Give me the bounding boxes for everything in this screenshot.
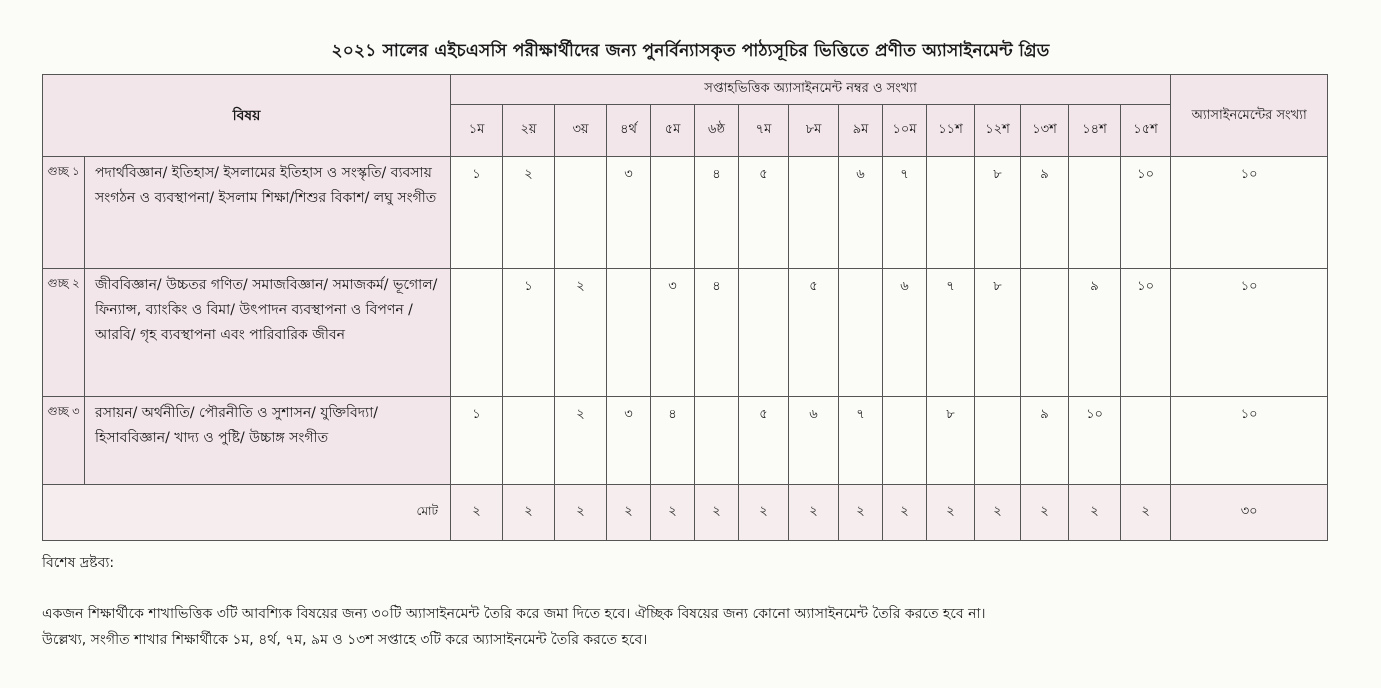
total-week-cell: ২ bbox=[739, 485, 789, 541]
week-header: ১৫শ bbox=[1121, 105, 1171, 157]
total-week-cell: ২ bbox=[695, 485, 739, 541]
week-assignment-cell: ৪ bbox=[695, 157, 739, 269]
week-assignment-cell: ৮ bbox=[975, 269, 1021, 397]
week-assignment-cell: ১ bbox=[451, 397, 503, 485]
week-assignment-cell: ১ bbox=[503, 269, 555, 397]
total-week-cell: ২ bbox=[651, 485, 695, 541]
week-assignment-cell bbox=[451, 269, 503, 397]
group-assignment-count: ১০ bbox=[1171, 269, 1328, 397]
week-header: ১০ম bbox=[883, 105, 927, 157]
week-assignment-cell bbox=[1021, 269, 1069, 397]
total-week-cell: ২ bbox=[1021, 485, 1069, 541]
week-assignment-cell: ৬ bbox=[789, 397, 839, 485]
week-assignment-cell: ৯ bbox=[1069, 269, 1121, 397]
week-assignment-cell: ৭ bbox=[839, 397, 883, 485]
total-week-cell: ২ bbox=[789, 485, 839, 541]
group-row bbox=[43, 397, 1328, 485]
week-assignment-cell: ১০ bbox=[1121, 157, 1171, 269]
group-label: গুচ্ছ ১ bbox=[43, 157, 85, 269]
page-title: ২০২১ সালের এইচএসসি পরীক্ষার্থীদের জন্য পুনর্বিন্যাসকৃত পাঠ্যসূচির ভিত্তিতে প্রণীত অ্যাসাইনমেন্ট গ্রিড bbox=[331, 41, 1050, 61]
week-group-header: সপ্তাহভিত্তিক অ্যাসাইনমেন্ট নম্বর ও সংখ্যা bbox=[451, 75, 1171, 105]
notes-line-2: উল্লেখ্য, সংগীত শাখার শিক্ষার্থীকে ১ম, ৪র্থ, ৭ম, ৯ম ও ১৩শ সপ্তাহে ৩টি করে অ্যাসাইনমেন্ট তৈরি করতে হবে। bbox=[42, 632, 648, 648]
total-week-cell: ২ bbox=[839, 485, 883, 541]
week-header: ৮ম bbox=[789, 105, 839, 157]
week-assignment-cell bbox=[607, 269, 651, 397]
week-header: ৭ম bbox=[739, 105, 789, 157]
total-week-cell: ২ bbox=[607, 485, 651, 541]
total-week-cell: ২ bbox=[1069, 485, 1121, 541]
total-row bbox=[43, 485, 1328, 541]
week-assignment-cell bbox=[739, 269, 789, 397]
week-assignment-cell: ৩ bbox=[607, 157, 651, 269]
total-week-cell: ২ bbox=[927, 485, 975, 541]
week-assignment-cell: ২ bbox=[555, 397, 607, 485]
week-assignment-cell: ৩ bbox=[607, 397, 651, 485]
group-label: গুচ্ছ ২ bbox=[43, 269, 85, 397]
week-assignment-cell: ৪ bbox=[695, 269, 739, 397]
group-row bbox=[43, 157, 1328, 269]
week-header: ১১শ bbox=[927, 105, 975, 157]
week-assignment-cell bbox=[503, 397, 555, 485]
week-assignment-cell: ৫ bbox=[739, 397, 789, 485]
week-header: ৩য় bbox=[555, 105, 607, 157]
week-assignment-cell bbox=[789, 157, 839, 269]
week-assignment-cell: ২ bbox=[503, 157, 555, 269]
total-label: মোট bbox=[43, 485, 451, 541]
week-assignment-cell: ৮ bbox=[975, 157, 1021, 269]
assignment-grid-table bbox=[42, 74, 1328, 541]
total-week-cell: ২ bbox=[555, 485, 607, 541]
week-assignment-cell: ৯ bbox=[1021, 157, 1069, 269]
notes-line-1: একজন শিক্ষার্থীকে শাখাভিত্তিক ৩টি আবশ্যিক বিষয়ের জন্য ৩০টি অ্যাসাইনমেন্ট তৈরি করে জমা দিতে হবে। ঐচ্ছিক বিষয়ের জন্য কোনো অ্যাসাইনমেন্ট তৈরি করতে হবে না। bbox=[42, 606, 986, 622]
week-assignment-cell: ২ bbox=[555, 269, 607, 397]
week-assignment-cell bbox=[1069, 157, 1121, 269]
week-header: ১ম bbox=[451, 105, 503, 157]
group-assignment-count: ১০ bbox=[1171, 397, 1328, 485]
total-week-cell: ২ bbox=[451, 485, 503, 541]
week-header: ৯ম bbox=[839, 105, 883, 157]
assignment-count-header: অ্যাসাইনমেন্টের সংখ্যা bbox=[1171, 75, 1328, 157]
group-subjects: পদার্থবিজ্ঞান/ ইতিহাস/ ইসলামের ইতিহাস ও সংস্কৃতি/ ব্যবসায় সংগঠন ও ব্যবস্থাপনা/ ইসলাম শিক্ষা/শিশুর বিকাশ/ লঘু সংগীত bbox=[85, 157, 451, 269]
week-assignment-cell: ১০ bbox=[1069, 397, 1121, 485]
group-assignment-count: ১০ bbox=[1171, 157, 1328, 269]
week-assignment-cell: ৫ bbox=[789, 269, 839, 397]
total-week-cell: ২ bbox=[503, 485, 555, 541]
notes-heading: বিশেষ দ্রষ্টব্য: bbox=[42, 555, 115, 571]
week-assignment-cell: ৯ bbox=[1021, 397, 1069, 485]
group-subjects: রসায়ন/ অর্থনীতি/ পৌরনীতি ও সুশাসন/ যুক্তিবিদ্যা/ হিসাববিজ্ঞান/ খাদ্য ও পুষ্টি/ উচ্চাঙ্গ সংগীত bbox=[85, 397, 451, 485]
week-assignment-cell bbox=[839, 269, 883, 397]
group-row bbox=[43, 269, 1328, 397]
week-header: ১২শ bbox=[975, 105, 1021, 157]
week-assignment-cell: ১ bbox=[451, 157, 503, 269]
week-header: ২য় bbox=[503, 105, 555, 157]
week-assignment-cell: ৩ bbox=[651, 269, 695, 397]
total-week-cell: ২ bbox=[1121, 485, 1171, 541]
week-assignment-cell: ৪ bbox=[651, 397, 695, 485]
total-assignment-count: ৩০ bbox=[1171, 485, 1328, 541]
week-assignment-cell: ৭ bbox=[883, 157, 927, 269]
group-label: গুচ্ছ ৩ bbox=[43, 397, 85, 485]
week-assignment-cell: ৭ bbox=[927, 269, 975, 397]
week-header: ৪র্থ bbox=[607, 105, 651, 157]
week-assignment-cell: ৬ bbox=[839, 157, 883, 269]
group-subjects: জীববিজ্ঞান/ উচ্চতর গণিত/ সমাজবিজ্ঞান/ সমাজকর্ম/ ভূগোল/ ফিন্যান্স, ব্যাংকিং ও বিমা/ উৎপাদন ব্যবস্থাপনা ও বিপণন /আরবি/ গৃহ ব্যবস্থাপনা এবং পারিবারিক জীবন bbox=[85, 269, 451, 397]
week-header: ৫ম bbox=[651, 105, 695, 157]
week-assignment-cell: ১০ bbox=[1121, 269, 1171, 397]
week-assignment-cell bbox=[975, 397, 1021, 485]
week-assignment-cell bbox=[651, 157, 695, 269]
week-assignment-cell: ৬ bbox=[883, 269, 927, 397]
total-week-cell: ২ bbox=[975, 485, 1021, 541]
week-header: ১৩শ bbox=[1021, 105, 1069, 157]
total-week-cell: ২ bbox=[883, 485, 927, 541]
week-assignment-cell bbox=[555, 157, 607, 269]
week-assignment-cell bbox=[695, 397, 739, 485]
week-assignment-cell: ৫ bbox=[739, 157, 789, 269]
week-assignment-cell bbox=[1121, 397, 1171, 485]
week-assignment-cell: ৮ bbox=[927, 397, 975, 485]
week-assignment-cell bbox=[927, 157, 975, 269]
week-header: ১৪শ bbox=[1069, 105, 1121, 157]
week-header: ৬ষ্ঠ bbox=[695, 105, 739, 157]
week-assignment-cell bbox=[883, 397, 927, 485]
subject-header: বিষয় bbox=[43, 75, 451, 157]
